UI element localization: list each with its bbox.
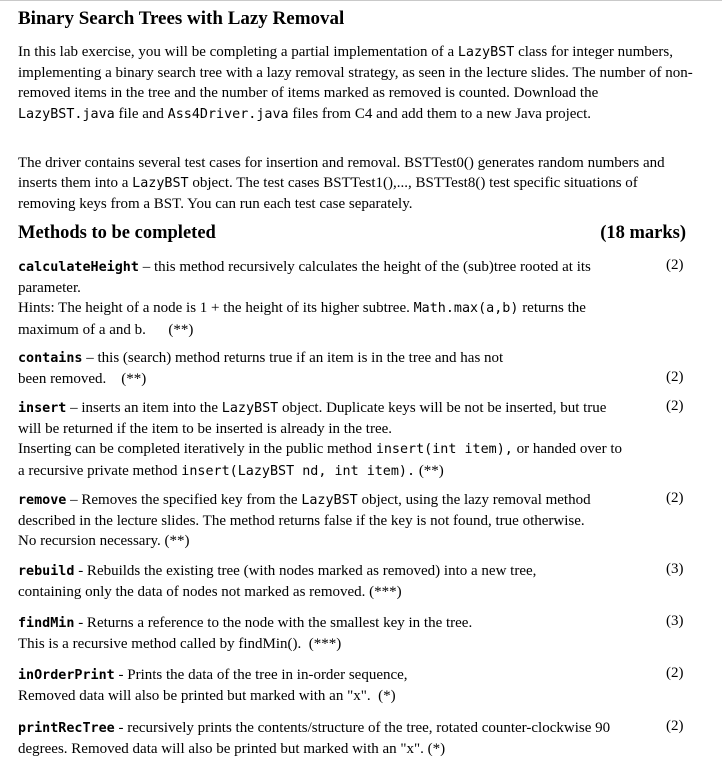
file-name-code: LazyBST.java — [18, 106, 115, 122]
method-description: – inserts an item into the — [66, 400, 222, 416]
method-findmin — [18, 613, 643, 654]
inline-code: insert(int item), — [375, 442, 513, 458]
method-hint: Hints: The height of a node is 1 + the height of its higher subtree. — [18, 300, 414, 317]
inline-code: Math.max(a,b) — [413, 301, 519, 317]
difficulty-rating: (**) — [121, 371, 147, 388]
method-name: calculateHeight — [18, 260, 139, 275]
method-description: object, using the lazy removal method described in the lecture slides. The method returns false if the key is not found, true otherwise. — [18, 492, 591, 530]
difficulty-rating: (*) — [427, 741, 446, 758]
method-rebuild — [18, 561, 588, 602]
method-mark: (3) — [666, 613, 684, 629]
inline-code: LazyBST — [301, 493, 358, 508]
method-mark: (2) — [666, 718, 684, 734]
method-insert — [18, 398, 623, 482]
inline-code: LazyBST — [221, 401, 279, 416]
intro-text: file and — [114, 105, 168, 122]
document-title: Binary Search Trees with Lazy Removal — [18, 8, 345, 29]
class-name-code: LazyBST — [132, 176, 189, 192]
difficulty-rating: (***) — [369, 584, 402, 601]
method-mark: (2) — [666, 490, 684, 506]
method-name: inOrderPrint — [18, 668, 115, 683]
method-description: or handed over to a recursive private method — [18, 441, 623, 479]
method-name: printRecTree — [18, 721, 115, 736]
method-contains — [18, 348, 508, 389]
difficulty-rating: (*) — [378, 688, 396, 705]
method-description: Inserting can be completed iteratively in the public method — [18, 441, 376, 458]
top-border — [0, 0, 722, 1]
difficulty-rating: (***) — [308, 636, 342, 653]
method-mark: (3) — [666, 561, 684, 577]
difficulty-rating: (**) — [418, 462, 444, 479]
intro-text: The driver contains several test cases for insertion and removal. BSTTest0() generates random numbers and inserts them into a — [18, 155, 665, 192]
method-mark: (2) — [666, 369, 684, 385]
difficulty-rating: (**) — [164, 533, 190, 550]
section-heading-row — [18, 223, 686, 247]
intro-paragraph-1 — [18, 42, 693, 125]
method-mark: (2) — [666, 665, 684, 681]
method-name: rebuild — [18, 564, 75, 579]
method-mark: (2) — [666, 398, 684, 414]
method-mark: (2) — [666, 257, 684, 273]
intro-text: object. The test cases BSTTest1(),..., BSTTest8() test specific situations of removing keys from a BST. You can run each test case separately. — [18, 175, 638, 213]
intro-paragraph-2 — [18, 153, 693, 215]
method-name: findMin — [18, 616, 75, 631]
method-description: No recursion necessary. — [18, 533, 161, 550]
method-printrectree — [18, 718, 643, 759]
method-description: – this (search) method returns true if an item is in the tree and has not been removed. — [18, 350, 504, 388]
difficulty-rating: (**) — [168, 321, 194, 338]
method-inorderprint — [18, 665, 643, 706]
method-name: remove — [18, 493, 67, 508]
method-description: - recursively prints the contents/structure of the tree, rotated counter-clockwise 90 degrees. Removed data will also be printed but marked with an "x". — [18, 720, 611, 758]
method-description: – Removes the specified key from the — [66, 492, 302, 508]
method-description: – this method recursively calculates the height of the (sub)tree rooted at its parameter. — [18, 259, 591, 297]
intro-text: class for integer numbers, implementing a binary search tree with a lazy removal strategy, as seen in the lecture slides. The number of non-removed items in the tree and the number of items marked as removed is counted. Download the — [18, 44, 693, 102]
method-name: contains — [18, 351, 83, 366]
method-description: - Prints the data of the tree in in-order sequence, — [114, 667, 408, 683]
method-description: object. Duplicate keys will be not be inserted, but true will be returned if the item to be inserted is already in the tree. — [18, 400, 607, 438]
method-hint: returns the maximum of a and b. — [18, 300, 586, 338]
intro-text: files from C4 and add them to a new Java project. — [288, 105, 592, 122]
method-description: - Rebuilds the existing tree (with nodes marked as removed) into a new tree, containing only the data of nodes not marked as removed. — [18, 563, 537, 601]
class-name-code: LazyBST — [457, 45, 515, 60]
method-description: This is a recursive method called by findMin(). — [18, 636, 302, 653]
inline-code: insert(LazyBST nd, int item). — [181, 463, 416, 479]
intro-text: In this lab exercise, you will be completing a partial implementation of a — [18, 44, 458, 60]
method-remove — [18, 490, 643, 552]
section-total-marks: (18 marks) — [600, 223, 686, 243]
file-name-code: Ass4Driver.java — [167, 106, 289, 122]
method-description: - Returns a reference to the node with the smallest key in the tree. — [74, 615, 473, 631]
method-name: insert — [18, 401, 67, 416]
section-heading: Methods to be completed — [18, 223, 216, 243]
method-description: Removed data will also be printed but marked with an "x". — [18, 688, 371, 705]
method-calculateheight — [18, 257, 643, 340]
